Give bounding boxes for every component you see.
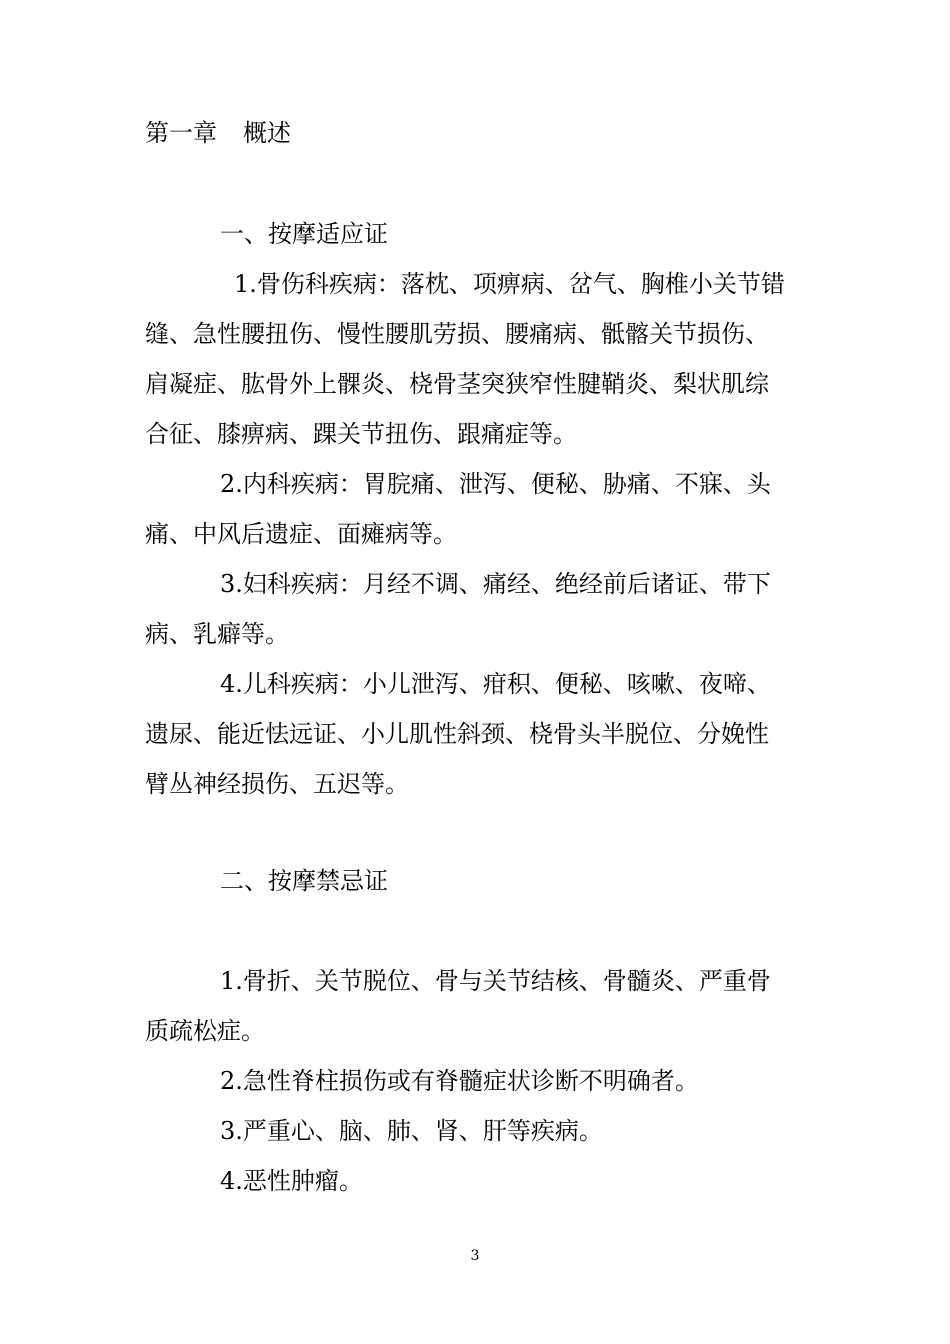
paragraph-line: 缝、急性腰扭伤、慢性腰肌劳损、腰痛病、骶髂关节损伤、 (145, 320, 769, 348)
chapter-title: 概述 (243, 119, 291, 147)
paragraph-line: 4.儿科疾病：小儿泄泻、疳积、便秘、咳嗽、夜啼、 (220, 670, 771, 698)
paragraph-line: 1.骨折、关节脱位、骨与关节结核、骨髓炎、严重骨 (220, 967, 771, 995)
section-heading-contraindications: 二、按摩禁忌证 (220, 867, 388, 895)
paragraph-line: 遗尿、能近怯远证、小儿肌性斜颈、桡骨头半脱位、分娩性 (145, 720, 769, 748)
paragraph-line: 肩凝症、肱骨外上髁炎、桡骨茎突狭窄性腱鞘炎、梨状肌综 (145, 370, 769, 398)
paragraph-line: 合征、膝痹病、踝关节扭伤、跟痛症等。 (145, 420, 577, 448)
paragraph-line: 2.急性脊柱损伤或有脊髓症状诊断不明确者。 (220, 1067, 699, 1095)
paragraph-line: 3.妇科疾病：月经不调、痛经、绝经前后诸证、带下 (220, 570, 771, 598)
section-heading-indications: 一、按摩适应证 (220, 220, 388, 248)
paragraph-line: 2.内科疾病：胃脘痛、泄泻、便秘、胁痛、不寐、头 (220, 470, 771, 498)
paragraph-line: 质疏松症。 (145, 1017, 265, 1045)
page-number: 3 (470, 1248, 480, 1264)
chapter-number: 第一章 (145, 119, 217, 147)
paragraph-line: 臂丛神经损伤、五迟等。 (145, 770, 409, 798)
paragraph-line: 4.恶性肿瘤。 (220, 1167, 363, 1195)
paragraph-line: 1.骨伤科疾病：落枕、项痹病、岔气、胸椎小关节错 (234, 270, 785, 298)
paragraph-line: 病、乳癖等。 (145, 620, 289, 648)
chapter-heading (145, 118, 291, 148)
paragraph-line: 痛、中风后遗症、面瘫病等。 (145, 520, 457, 548)
paragraph-line: 3.严重心、脑、肺、肾、肝等疾病。 (220, 1117, 603, 1145)
